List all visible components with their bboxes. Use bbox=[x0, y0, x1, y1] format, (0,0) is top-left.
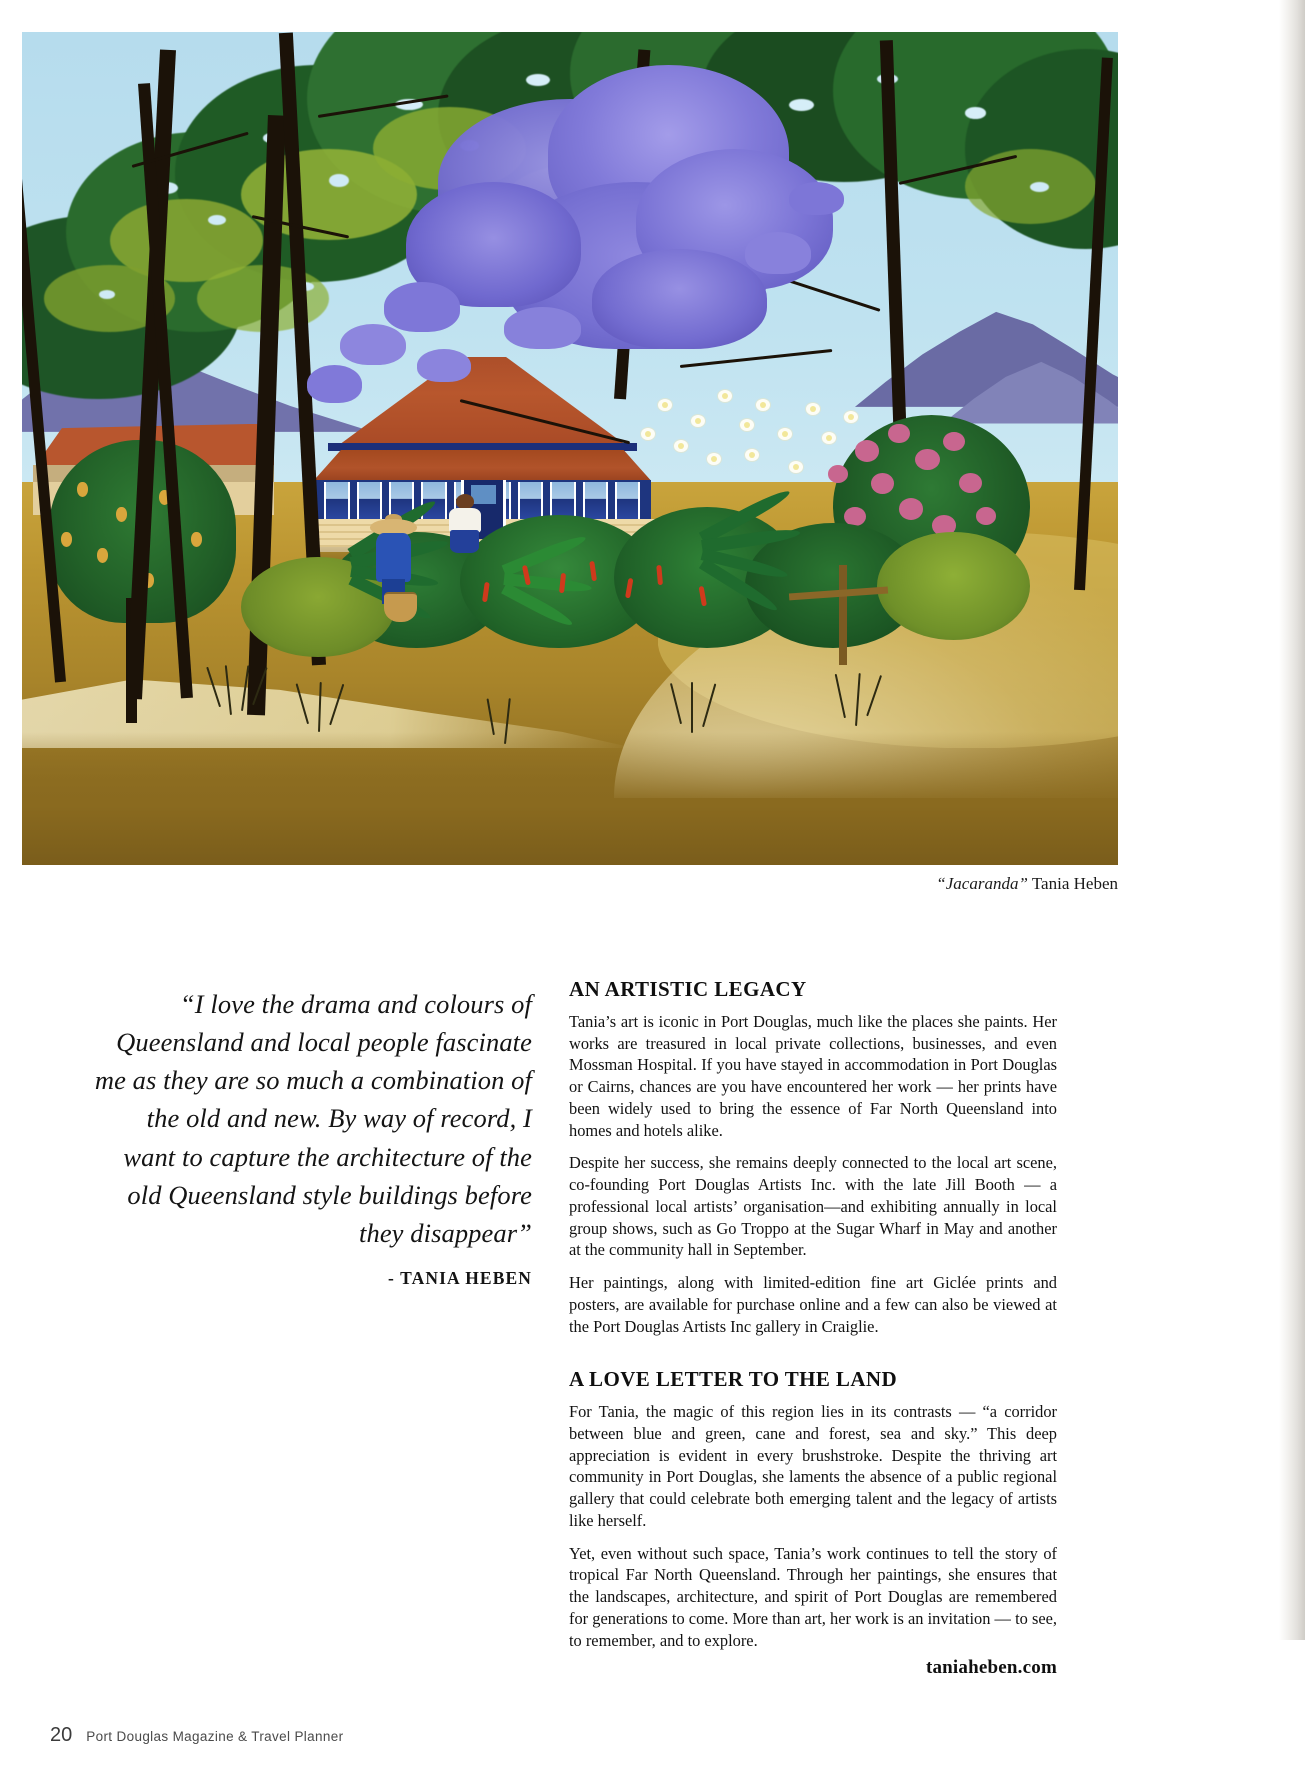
article-paragraph: Tania’s art is iconic in Port Douglas, much like the places she paints. Her works are treasured in local private collections, businesses, and even Mossman Hospital. If you have stayed in accommodation in Port Douglas or Cairns, chances are you have encountered her work — her prints have been widely used to bring the essence of Far North Queensland into homes and hotels alike. bbox=[569, 1012, 1057, 1140]
frangipani-flower bbox=[844, 411, 858, 423]
frangipani-flower bbox=[658, 399, 672, 411]
mango-fruit bbox=[77, 482, 88, 497]
jacaranda-bloom-sprig bbox=[307, 365, 362, 402]
frangipani-flower bbox=[756, 399, 770, 411]
grass-tuft bbox=[691, 682, 693, 734]
publication-name: Port Douglas Magazine & Travel Planner bbox=[86, 1729, 344, 1744]
page-number: 20 bbox=[50, 1724, 73, 1746]
pull-quote-attribution: - TANIA HEBEN bbox=[388, 1268, 532, 1289]
house-window bbox=[324, 482, 349, 519]
artist-website-link[interactable]: taniaheben.com bbox=[925, 1657, 1057, 1678]
jacaranda-bloom-sprig bbox=[789, 182, 844, 215]
house-window bbox=[518, 482, 543, 519]
woven-basket bbox=[384, 592, 417, 622]
jacaranda-bloom-sprig bbox=[745, 232, 811, 274]
canopy-sky-gap bbox=[329, 174, 349, 187]
bougainvillea-flower bbox=[855, 440, 879, 462]
artwork-caption-artist: Tania Heben bbox=[1027, 874, 1118, 893]
frangipani-flower bbox=[745, 449, 759, 461]
section-heading-artistic-legacy: AN ARTISTIC LEGACY bbox=[569, 977, 807, 1001]
ground-foreground-shadow bbox=[22, 732, 1118, 865]
house-roof-upper bbox=[335, 357, 630, 448]
artwork-caption-title: “Jacaranda” bbox=[936, 874, 1028, 893]
house-roof-trim bbox=[328, 443, 637, 451]
article-paragraph: Despite her success, she remains deeply connected to the local art scene, co-founding Port Douglas Artists Inc. with the late Jill Booth — a professional local artists’ organisation—and exhibiting annually in local group shows, such as Go Troppo at the Sugar Wharf in May and another at the community hall in September. bbox=[569, 1153, 1057, 1260]
jacaranda-painting bbox=[22, 32, 1118, 865]
figure-standing bbox=[375, 519, 412, 602]
fence-post bbox=[839, 565, 848, 665]
figure-torso bbox=[376, 533, 412, 581]
bougainvillea-flower bbox=[899, 498, 923, 520]
canopy-sky-gap bbox=[965, 107, 987, 119]
mango-fruit bbox=[97, 548, 108, 563]
article-paragraph: Yet, even without such space, Tania’s work continues to tell the story of tropical Far North Queensland. Through her paintings, she ensures that the landscapes, architecture, and spirit of Port Douglas are remembered for generations to come. More than art, her work is an invitation — to see, to remember, and to explore. bbox=[569, 1543, 1057, 1650]
house-window bbox=[583, 482, 608, 519]
frangipani-flower bbox=[806, 403, 820, 415]
artwork-caption bbox=[22, 874, 1118, 894]
frangipani-flower bbox=[707, 453, 721, 465]
pull-quote-block bbox=[92, 985, 532, 1289]
page-edge-shadow bbox=[1279, 0, 1305, 1780]
mango-fruit bbox=[191, 532, 202, 547]
frangipani-flower bbox=[822, 432, 836, 444]
bougainvillea-flower bbox=[888, 424, 910, 444]
artwork-figure bbox=[22, 32, 1118, 865]
page-edge-shadow-cutoff bbox=[1279, 1640, 1305, 1780]
jacaranda-bloom-sprig bbox=[504, 307, 581, 349]
frangipani-flower bbox=[641, 428, 655, 440]
house-window bbox=[615, 482, 640, 519]
figure-head bbox=[456, 494, 474, 509]
canopy-sky-gap bbox=[1030, 182, 1049, 192]
garden-shrub bbox=[877, 532, 1030, 640]
house-window bbox=[357, 482, 382, 519]
frangipani-flower bbox=[778, 428, 792, 440]
jacaranda-bloom-mass bbox=[592, 249, 767, 349]
jacaranda-bloom-sprig bbox=[417, 349, 472, 382]
figure-legs bbox=[450, 530, 479, 552]
bougainvillea-flower bbox=[943, 432, 965, 451]
house-window bbox=[550, 482, 575, 519]
house-roof-lower bbox=[314, 450, 651, 480]
pull-quote-text: “I love the drama and colours of Queensland and local people fascinate me as they are so much a combination of the old and new. By way of record, I want to capture the architecture of the old Queensland style buildings before they disappear” bbox=[94, 989, 532, 1248]
section-heading-love-letter: A LOVE LETTER TO THE LAND bbox=[569, 1367, 898, 1392]
jacaranda-bloom-sprig bbox=[384, 282, 461, 332]
article-paragraph: Her paintings, along with limited-edition fine art Giclée prints and posters, are available for purchase online and a few can also be viewed at the Port Douglas Artists Inc gallery in Craiglie. bbox=[569, 1273, 1057, 1336]
page-footer bbox=[50, 1724, 343, 1747]
figure-seated bbox=[447, 494, 482, 552]
jacaranda-bloom-sprig bbox=[340, 324, 406, 366]
article-paragraph: For Tania, the magic of this region lies in its contrasts — “a corridor between blue and green, cane and forest, sea and sky.” This deep appreciation is evident in every brushstroke. Despite the thriving art community in Port Douglas, she laments the absence of a public regional gallery that could celebrate both emerging talent and the legacy of artists like herself. bbox=[569, 1402, 1057, 1530]
frangipani-flower bbox=[691, 415, 705, 427]
figure-torso bbox=[449, 508, 481, 532]
article-body bbox=[569, 977, 1057, 1651]
